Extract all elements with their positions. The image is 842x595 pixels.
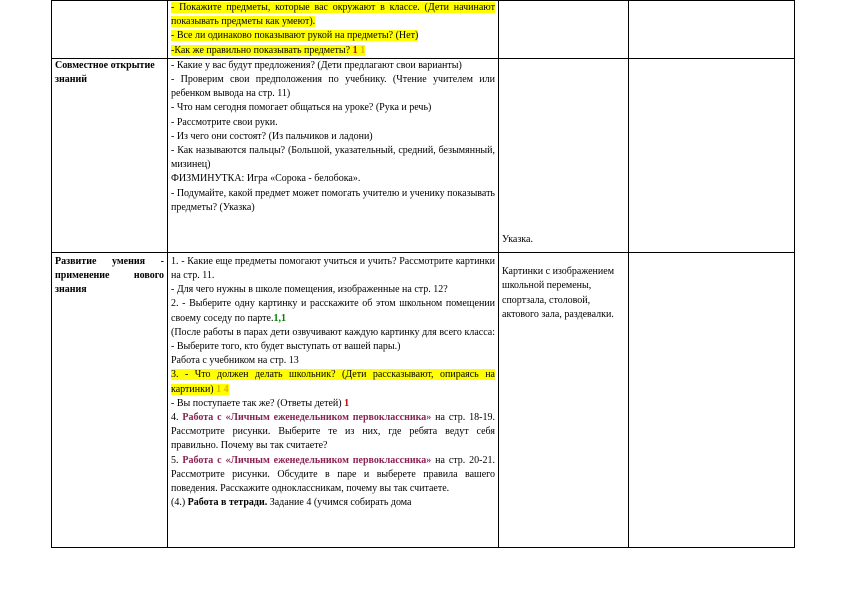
table-row [52, 252, 795, 547]
line: 4. [171, 412, 179, 424]
line: на стр. 18-19. Рассмотрите рисунки. Выберите те из них, где ребята ведут себя правильно. Почему вы так считаете? [171, 412, 496, 452]
mark-yellow: 4 [223, 383, 229, 395]
highlighted-text: - Все ли одинаково показывают рукой на предметы? (Нет) [171, 30, 419, 42]
highlighted-text: 3. - Что должен делать школьник? (Дети рассказывают, опираясь на картинки) [171, 369, 495, 395]
line: - Как называются пальцы? (Большой, указательный, средний, безымянный, мизинец) [171, 145, 495, 171]
line: (4.) [171, 497, 186, 509]
notes-cell [629, 1, 795, 59]
mark-red: 1 [352, 44, 358, 56]
line: - Какие у вас будут предложения? (Дети предлагают свои варианты) [171, 59, 462, 71]
highlighted-text: - Покажите предметы, которые вас окружают в классе. (Дети начинают показывать предметы как умеют). [171, 2, 495, 28]
line: (После работы в парах дети озвучивают каждую картинку для всего класса: - Выберите того, кто будет выступать от вашей пары.) [171, 326, 495, 353]
line: 2. - Выберите одну картинку и расскажите об этом школьном помещении своему соседу по парте. [171, 298, 495, 324]
line: - Для чего нужны в школе помещения, изображенные на стр. 12? [171, 284, 448, 296]
resources-cell: Картинки с изображением школьной перемены, спортзала, столовой, актового зала, раздевалки. [499, 252, 629, 547]
highlighted-text: -Как же правильно показывать предметы? [171, 44, 351, 56]
table-row [52, 58, 795, 252]
mark-yellow: 1 [360, 44, 366, 56]
mark-red: 1 [344, 397, 350, 409]
stage-cell [52, 1, 168, 59]
content-cell [168, 58, 499, 252]
stage-label: Совместное открытие знаний [52, 58, 168, 252]
mark-green: ,1 [278, 312, 286, 324]
content-cell [168, 1, 499, 59]
line: - Вы поступаете так же? (Ответы детей) [171, 397, 342, 409]
line: Задание 4 (учимся собирать дома [269, 497, 412, 509]
line: - Проверим свои предположения по учебнику. (Чтение учителем или ребенком вывода на стр. 11) [171, 74, 495, 100]
line: - Что нам сегодня помогает общаться на уроке? (Рука и речь) [171, 102, 432, 114]
table-row [52, 1, 795, 59]
line: - Из чего они состоят? (Из пальчиков и ладони) [171, 130, 373, 142]
workbook-title: Работа с «Личным еженедельником первоклассника» [182, 412, 432, 424]
line: на стр. 20-21. Рассмотрите рисунки. Обсудите в паре и выберете правила вашего поведения. Расскажите одноклассникам, почему вы так считаете. [171, 454, 496, 495]
stage-label: Развитие умения - применение нового знания [52, 252, 168, 547]
notes-cell [629, 58, 795, 252]
line: 5. [171, 454, 179, 466]
workbook-title: Работа с «Личным еженедельником первоклассника» [182, 454, 432, 466]
content-cell [168, 252, 499, 547]
line: Работа с учебником на стр. 13 [171, 355, 299, 367]
line: ФИЗМИНУТКА: Игра «Сорока - белобока». [171, 173, 361, 185]
mark-yellow: 1 [216, 383, 222, 395]
line: - Подумайте, какой предмет может помогать учителю и ученику показывать предметы? (Указка) [171, 187, 495, 213]
resources-cell [499, 1, 629, 59]
bold-text: Работа в тетради. [187, 497, 268, 509]
notes-cell [629, 252, 795, 547]
lesson-plan-table [51, 0, 795, 548]
resources-cell: Указка. [499, 58, 629, 252]
mark-green: 1 [273, 312, 279, 324]
line: - Рассмотрите свои руки. [171, 116, 278, 128]
line: 1. - Какие еще предметы помогают учиться и учить? Рассмотрите картинки на стр. 11. [171, 255, 495, 282]
